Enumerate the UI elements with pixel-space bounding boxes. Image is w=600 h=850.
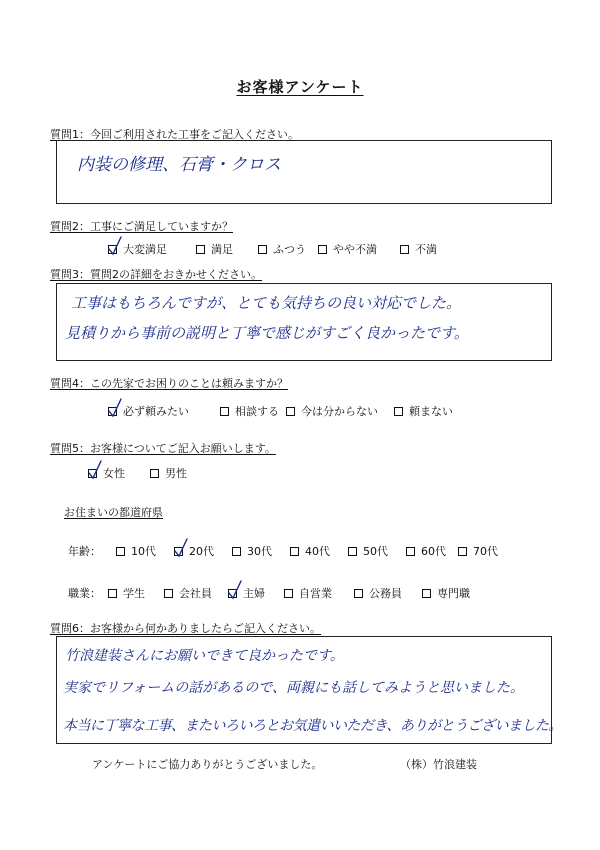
checkbox[interactable] [150, 469, 159, 478]
checkbox[interactable] [290, 547, 299, 556]
checkbox[interactable] [422, 589, 431, 598]
check-mark-icon [107, 236, 123, 256]
checkbox[interactable] [88, 469, 97, 478]
age-option[interactable]: 30代 [232, 543, 290, 559]
q2-options [108, 241, 460, 257]
q4-option[interactable]: 相談する [220, 403, 286, 419]
q6-answer-line: 竹浪建装さんにお願いできて良かったです。 [65, 648, 344, 664]
survey-title: お客様アンケート [236, 78, 364, 96]
checkbox[interactable] [232, 547, 241, 556]
checkbox[interactable] [196, 245, 205, 254]
checkbox[interactable] [354, 589, 363, 598]
checkbox[interactable] [228, 589, 237, 598]
checkbox[interactable] [318, 245, 327, 254]
job-option[interactable]: 学生 [108, 585, 164, 601]
checkbox[interactable] [164, 589, 173, 598]
checkbox[interactable] [394, 407, 403, 416]
age-option[interactable]: 40代 [290, 543, 348, 559]
q4-option[interactable]: 今は分からない [286, 403, 394, 419]
job-option[interactable]: 公務員 [354, 585, 422, 601]
q2-option[interactable]: 不満 [400, 241, 460, 257]
checkbox[interactable] [400, 245, 409, 254]
q2-option[interactable]: ふつう [258, 241, 318, 257]
job-options [108, 585, 484, 601]
q6-answer-line: 実家でリフォームの話があるので、両親にも話してみようと思いました。 [63, 680, 525, 696]
q6-label: 質問6：お客様から何かありましたらご記入ください。 [50, 622, 321, 635]
gender-options [88, 465, 210, 481]
q4-label: 質問4：この先家でお困りのことは頼みますか？ [50, 377, 288, 390]
q2-option[interactable]: やや不満 [318, 241, 400, 257]
job-option[interactable]: 自営業 [284, 585, 354, 601]
q1-answer-box[interactable] [56, 140, 552, 204]
checkbox[interactable] [458, 547, 467, 556]
q3-answer-line: 工事はもちろんですが、とても気持ちの良い対応でした。 [71, 294, 462, 312]
checkbox[interactable] [108, 245, 117, 254]
q4-option[interactable]: 必ず頼みたい [108, 403, 220, 419]
q2-option[interactable]: 大変満足 [108, 241, 196, 257]
q3-label: 質問3：質問2の詳細をおきかせください。 [50, 268, 262, 281]
q1-answer: 内装の修理、石膏・クロス [77, 155, 281, 175]
q3-answer-line: 見積りから事前の説明と丁寧で感じがすごく良かったです。 [65, 324, 469, 342]
q1-label: 質問1：今回ご利用された工事をご記入ください。 [50, 128, 299, 141]
checkbox[interactable] [108, 589, 117, 598]
q2-label: 質問2：工事にご満足していますか？ [50, 220, 233, 233]
q2-option[interactable]: 満足 [196, 241, 258, 257]
checkbox[interactable] [406, 547, 415, 556]
company-name: （株）竹浪建装 [400, 758, 477, 771]
checkbox[interactable] [258, 245, 267, 254]
job-label: 職業： [68, 587, 101, 600]
age-option[interactable]: 70代 [458, 543, 502, 559]
checkbox[interactable] [108, 407, 117, 416]
check-mark-icon [107, 398, 123, 418]
prefecture-label: お住まいの都道府県 [64, 506, 163, 519]
age-option[interactable]: 10代 [116, 543, 174, 559]
job-option[interactable]: 主婦 [228, 585, 284, 601]
q6-answer-line: 本当に丁寧な工事、またいろいろとお気遣いいただき、ありがとうございました。 [63, 718, 562, 734]
q5-label: 質問5：お客様についてご記入お願いします。 [50, 442, 276, 455]
age-option[interactable]: 50代 [348, 543, 406, 559]
checkbox[interactable] [286, 407, 295, 416]
gender-option[interactable]: 男性 [150, 465, 210, 481]
age-option[interactable]: 60代 [406, 543, 458, 559]
checkbox[interactable] [174, 547, 183, 556]
age-option[interactable]: 20代 [174, 543, 232, 559]
gender-option[interactable]: 女性 [88, 465, 150, 481]
checkbox[interactable] [116, 547, 125, 556]
checkbox[interactable] [220, 407, 229, 416]
q3-answer-box[interactable] [56, 283, 552, 361]
thanks-text: アンケートにご協力ありがとうございました。 [92, 758, 323, 771]
q4-options [108, 403, 462, 419]
job-option[interactable]: 専門職 [422, 585, 484, 601]
job-option[interactable]: 会社員 [164, 585, 228, 601]
check-mark-icon [87, 460, 103, 480]
checkbox[interactable] [284, 589, 293, 598]
checkbox[interactable] [348, 547, 357, 556]
age-options [116, 543, 502, 559]
check-mark-icon [227, 580, 243, 600]
q4-option[interactable]: 頼まない [394, 403, 462, 419]
q6-answer-box[interactable] [56, 636, 562, 744]
check-mark-icon [173, 538, 189, 558]
age-label: 年齢： [68, 545, 101, 558]
